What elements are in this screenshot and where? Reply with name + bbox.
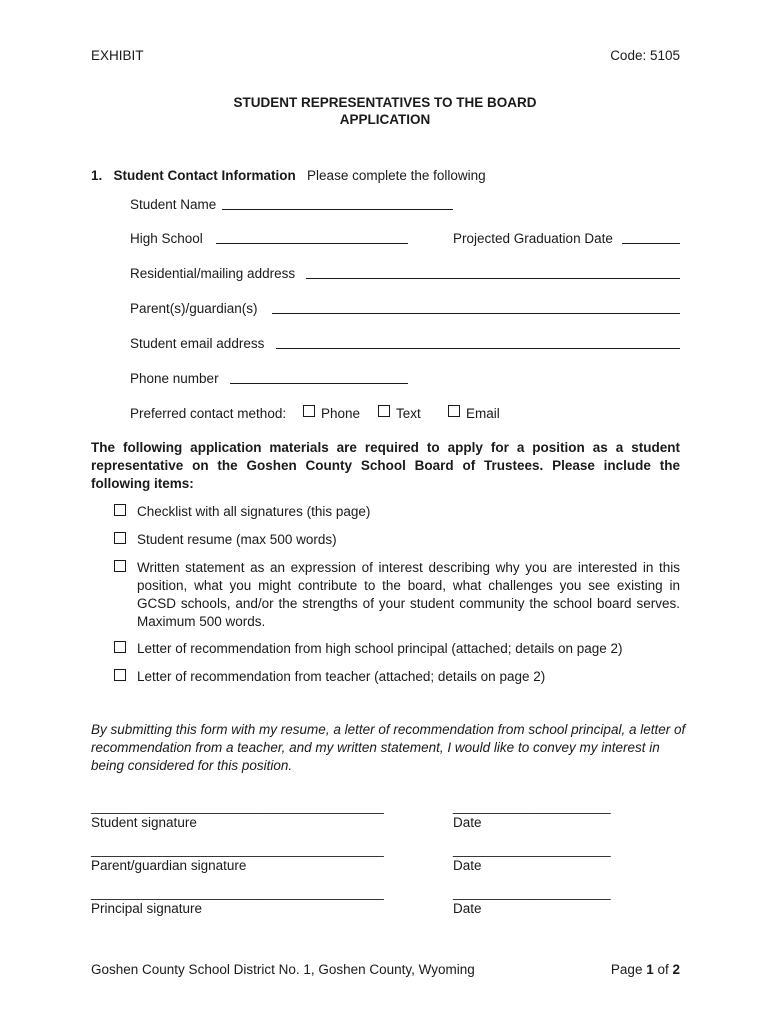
contact-phone-label: Phone — [321, 406, 361, 421]
page-of: of — [653, 962, 673, 977]
graduation-date-label: Projected Graduation Date — [453, 231, 613, 246]
page-number — [611, 962, 680, 977]
teacher-letter-checkbox[interactable] — [114, 669, 126, 681]
section1-heading — [91, 168, 486, 183]
checklist-item: Checklist with all signatures (this page) — [137, 504, 371, 519]
contact-text-checkbox[interactable] — [378, 405, 390, 417]
parent-signature-label: Parent/guardian signature — [91, 858, 247, 873]
principal-signature-line[interactable]: _______________________________________ — [91, 885, 384, 900]
email-label: Student email address — [130, 336, 265, 351]
requirements-intro: The following application materials are required to apply for a position as a student representative on the Goshen County School Board of Trustees. Please include the following items: — [91, 440, 680, 491]
contact-email-label: Email — [466, 406, 500, 421]
principal-date-line[interactable]: _____________________ — [453, 885, 611, 900]
teacher-letter-item: Letter of recommendation from teacher (attached; details on page 2) — [137, 669, 546, 684]
page-prefix: Page — [610, 962, 647, 977]
student-date-line[interactable]: _____________________ — [453, 799, 611, 814]
student-name-label: Student Name — [130, 197, 217, 212]
email-field[interactable] — [276, 348, 680, 349]
consent-statement: By submitting this form with my resume, a letter of recommendation from school principal, a letter of recommendation from a teacher, and my written statement, I would like to convey my interest in being considered for this position. — [91, 722, 686, 773]
principal-letter-checkbox[interactable] — [114, 641, 126, 653]
contact-phone-checkbox[interactable] — [303, 405, 315, 417]
page-current: 1 — [646, 962, 654, 977]
phone-field[interactable] — [230, 383, 408, 384]
resume-checkbox[interactable] — [114, 532, 126, 544]
parent-signature-line[interactable]: _______________________________________ — [91, 842, 384, 857]
section1-instruction: Please complete the following — [307, 168, 486, 183]
title-line2: APPLICATION — [339, 112, 431, 127]
code-label: Code: 5105 — [610, 48, 680, 63]
principal-date-label: Date — [453, 901, 482, 916]
parent-date-label: Date — [453, 858, 482, 873]
parents-field[interactable] — [272, 313, 680, 314]
statement-checkbox[interactable] — [114, 560, 126, 572]
high-school-label: High School — [130, 231, 203, 246]
phone-label: Phone number — [130, 371, 219, 386]
graduation-date-field[interactable] — [622, 243, 680, 244]
student-signature-line[interactable]: _______________________________________ — [91, 799, 384, 814]
resume-item: Student resume (max 500 words) — [137, 532, 337, 547]
title-line1: STUDENT REPRESENTATIVES TO THE BOARD — [233, 95, 537, 110]
contact-email-checkbox[interactable] — [448, 405, 460, 417]
section1-title: Student Contact Information — [113, 168, 296, 183]
checklist-checkbox[interactable] — [114, 504, 126, 516]
student-signature-label: Student signature — [91, 815, 197, 830]
principal-letter-item: Letter of recommendation from high school principal (attached; details on page 2) — [137, 641, 623, 656]
student-date-label: Date — [453, 815, 482, 830]
contact-text-label: Text — [396, 406, 421, 421]
section1-number: 1. — [91, 168, 103, 183]
student-name-field[interactable] — [222, 209, 453, 210]
footer-district: Goshen County School District No. 1, Goshen County, Wyoming — [91, 962, 475, 977]
exhibit-label: EXHIBIT — [91, 48, 144, 63]
high-school-field[interactable] — [216, 243, 408, 244]
address-label: Residential/mailing address — [130, 266, 296, 281]
principal-signature-label: Principal signature — [91, 901, 203, 916]
address-field[interactable] — [306, 278, 680, 279]
statement-item: Written statement as an expression of interest describing why you are interested in this position, what you might contribute to the board, what challenges you see existing in GCSD schools, and/or the strengths of your student community the school board serves. Maximum 500 words. — [137, 560, 680, 629]
parents-label: Parent(s)/guardian(s) — [130, 301, 258, 316]
page-total: 2 — [672, 962, 680, 977]
parent-date-line[interactable]: _____________________ — [453, 842, 611, 857]
contact-method-label: Preferred contact method: — [130, 406, 287, 421]
